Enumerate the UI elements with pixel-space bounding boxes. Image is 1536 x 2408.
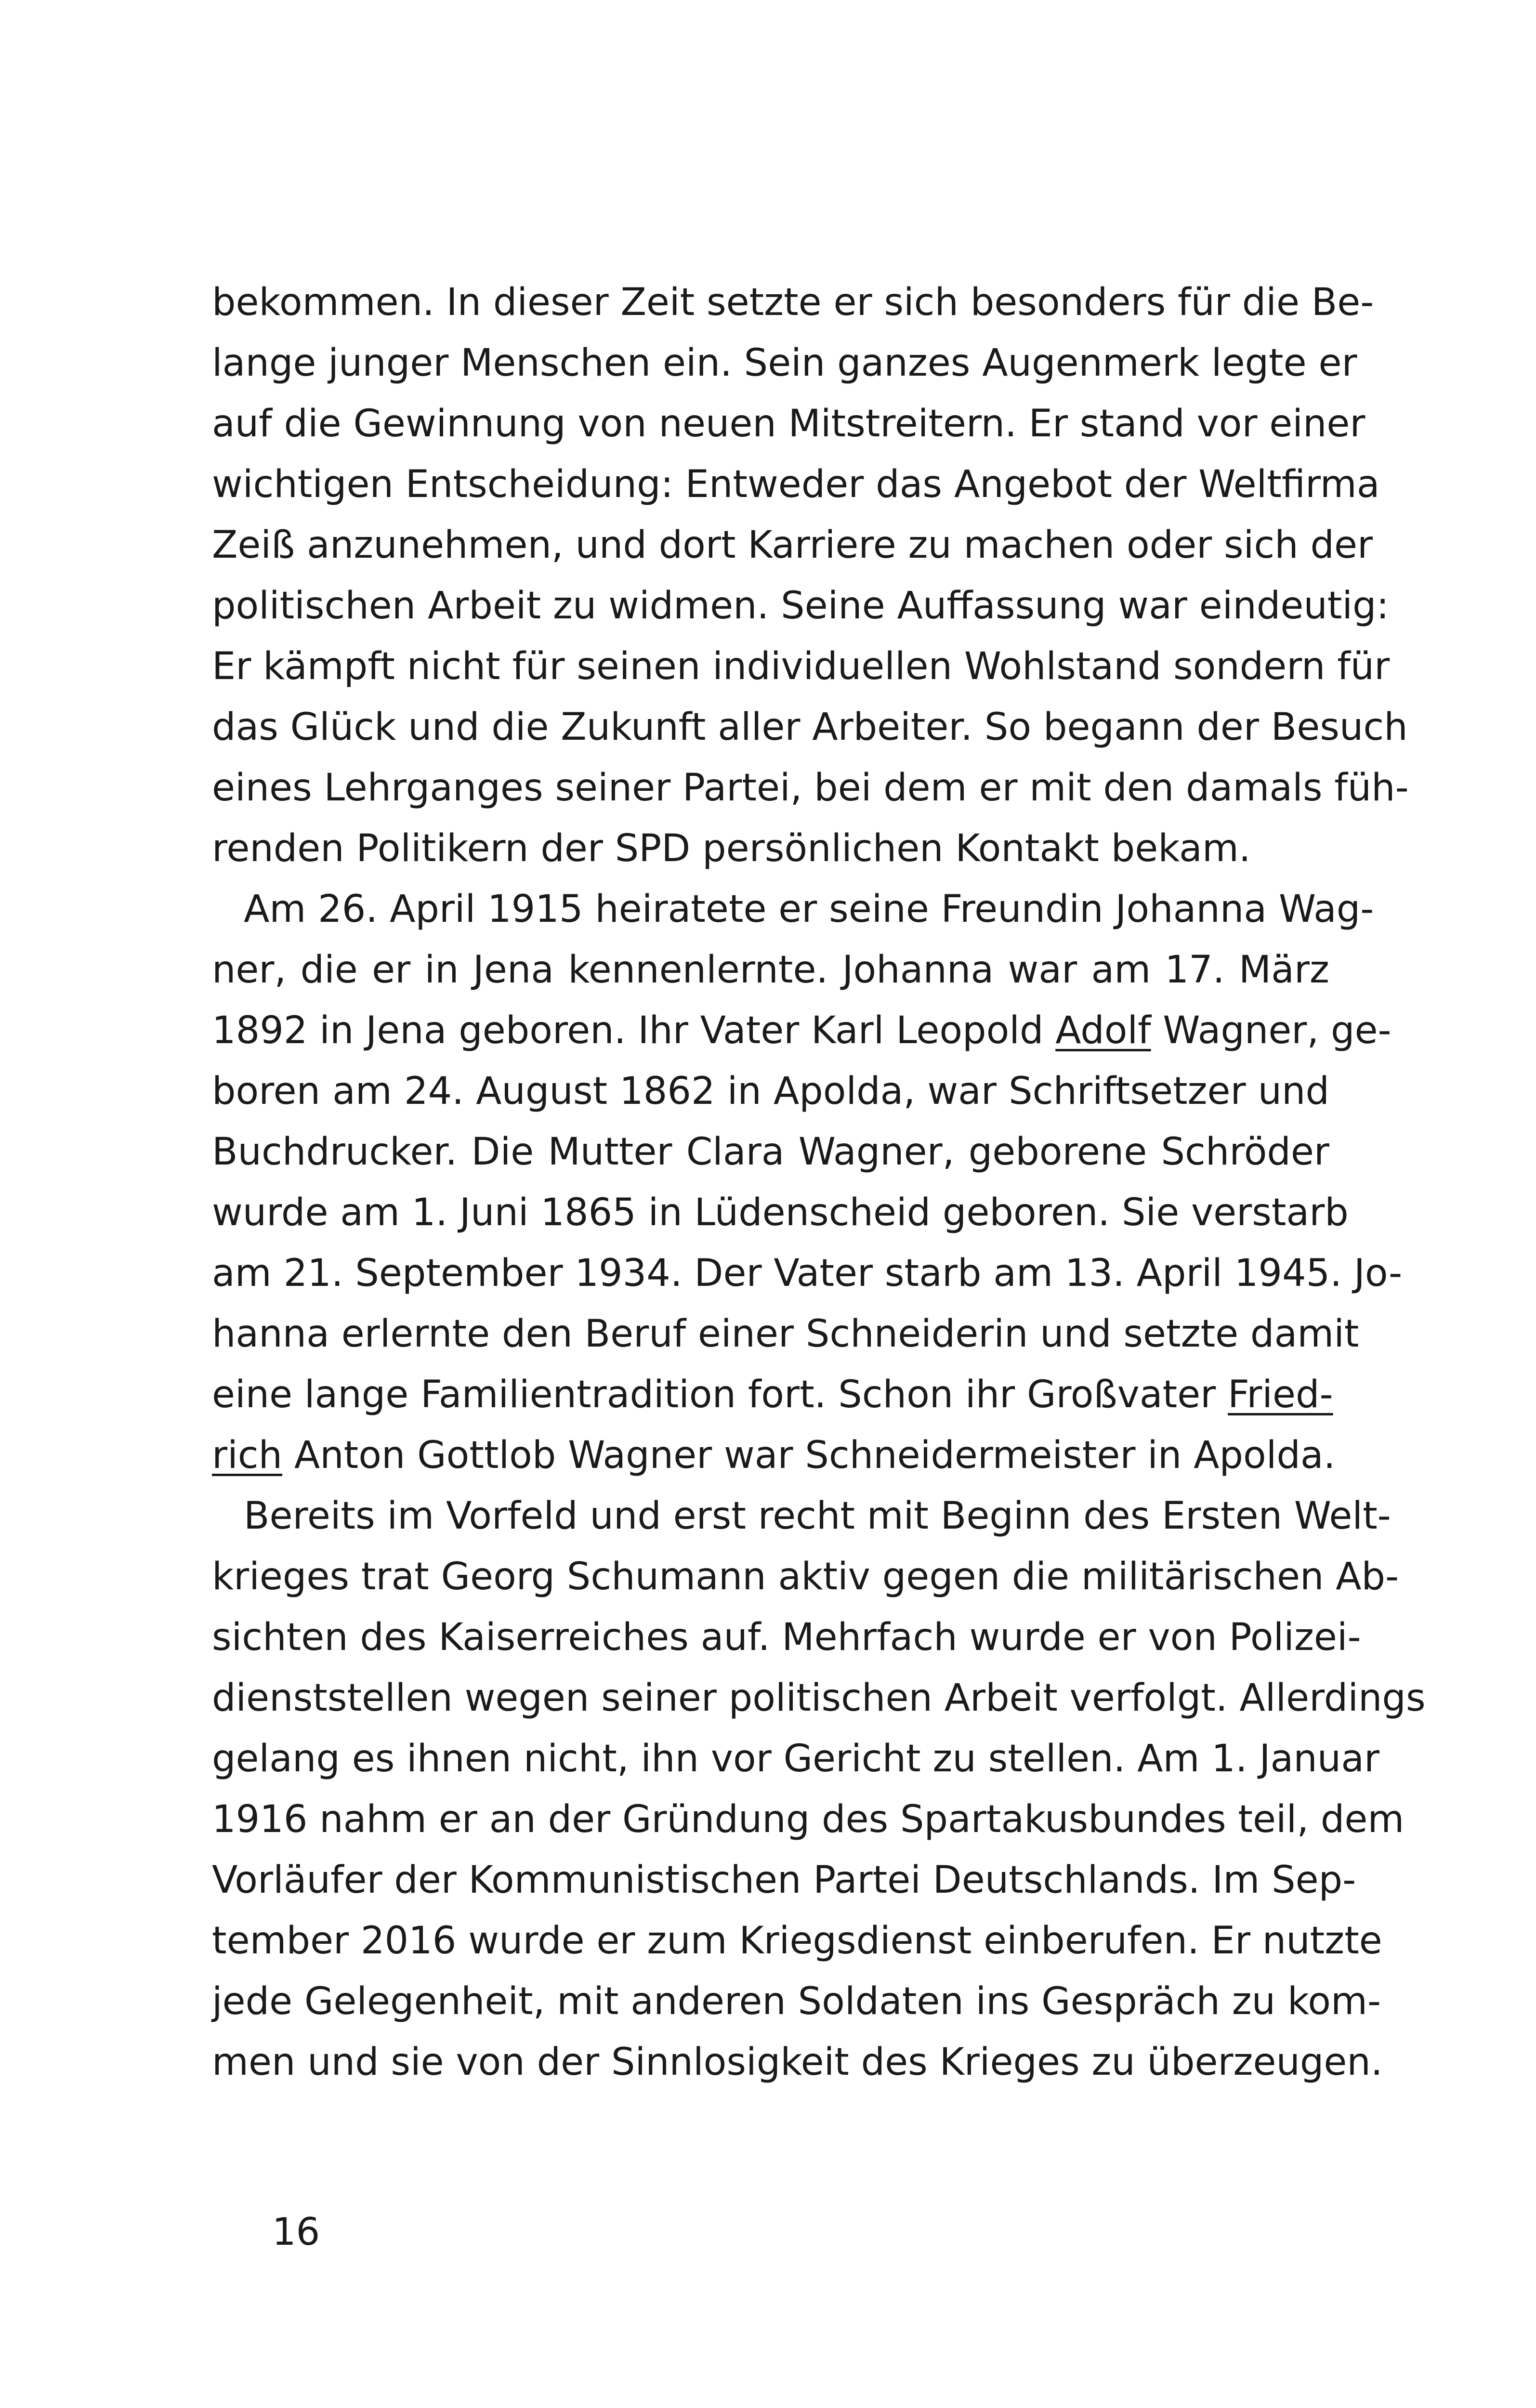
text-segment: lange junger Menschen ein. Sein ganzes Augenmerk legte er	[212, 341, 1357, 385]
text-segment: Am 26. April 1915 heiratete er seine Freundin Johanna Wag-	[244, 888, 1374, 931]
text-segment: gelang es ihnen nicht, ihn vor Gericht zu stellen. Am 1. Januar	[212, 1737, 1380, 1780]
text-segment: boren am 24. August 1862 in Apolda, war Schriftsetzer und	[212, 1070, 1329, 1113]
text-segment: politischen Arbeit zu widmen. Seine Auffassung war eindeutig:	[212, 584, 1389, 628]
text-segment: sichten des Kaiserreiches auf. Mehrfach wurde er von Polizei-	[212, 1616, 1361, 1659]
text-segment: Buchdrucker. Die Mutter Clara Wagner, geborene Schröder	[212, 1130, 1329, 1174]
text-line	[212, 2032, 1383, 2093]
text-segment: krieges trat Georg Schumann aktiv gegen die militärischen Ab-	[212, 1555, 1399, 1598]
text-line	[212, 272, 1374, 333]
text-line	[212, 1364, 1333, 1425]
paragraph	[212, 272, 1409, 879]
text-line	[212, 1243, 1403, 1304]
text-segment: Wagner, ge-	[1151, 1009, 1392, 1052]
text-line	[212, 818, 1329, 879]
text-segment: Vorläufer der Kommunistischen Partei Deutschlands. Im Sep-	[212, 1858, 1356, 1902]
text-segment: hanna erlernte den Beruf einer Schneiderin und setzte damit	[212, 1312, 1359, 1356]
text-line	[212, 636, 1390, 697]
text-line	[212, 758, 1409, 818]
text-line	[212, 1971, 1381, 2032]
text-line	[212, 1486, 1391, 1546]
text-segment: ner, die er in Jena kennenlernte. Johanna war am 17. März	[212, 948, 1329, 992]
text-line	[212, 1546, 1399, 1607]
text-line	[212, 393, 1365, 454]
text-segment: eine lange Familientradition fort. Schon ihr Großvater	[212, 1373, 1228, 1416]
text-line	[212, 333, 1357, 393]
page-number: 16	[272, 2211, 320, 2254]
text-line	[212, 1182, 1349, 1243]
text-line	[212, 1911, 1382, 1971]
paragraph	[212, 1486, 1426, 2093]
text-line	[212, 1000, 1392, 1061]
text-segment: tember 2016 wurde er zum Kriegsdienst einberufen. Er nutzte	[212, 1919, 1382, 1963]
text-segment: Zeiß anzunehmen, und dort Karriere zu machen oder sich der	[212, 523, 1373, 567]
text-segment: am 21. September 1934. Der Vater starb am 13. April 1945. Jo-	[212, 1252, 1403, 1295]
text-line	[212, 879, 1374, 940]
text-segment: Er kämpft nicht für seinen individuellen Wohlstand sondern für	[212, 645, 1390, 688]
text-segment: wichtigen Entscheidung: Entweder das Angebot der Weltfirma	[212, 463, 1380, 506]
underlined-name: Fried-	[1228, 1373, 1333, 1416]
text-segment: auf die Gewinnung von neuen Mitstreitern. Er stand vor einer	[212, 402, 1365, 445]
text-line	[212, 1304, 1359, 1364]
paragraph	[212, 879, 1403, 1486]
text-segment: eines Lehrganges seiner Partei, bei dem er mit den damals füh-	[212, 766, 1409, 810]
text-line	[212, 1122, 1329, 1182]
text-segment: 1892 in Jena geboren. Ihr Vater Karl Leopold	[212, 1009, 1056, 1052]
text-line	[212, 1607, 1361, 1668]
text-line	[212, 1850, 1356, 1911]
text-segment: dienststellen wegen seiner politischen Arbeit verfolgt. Allerdings	[212, 1676, 1426, 1720]
text-segment: Bereits im Vorfeld und erst recht mit Beginn des Ersten Welt-	[244, 1494, 1391, 1538]
text-line	[212, 697, 1408, 758]
text-segment: jede Gelegenheit, mit anderen Soldaten ins Gespräch zu kom-	[212, 1980, 1381, 2023]
text-line	[212, 1061, 1329, 1122]
text-segment: bekommen. In dieser Zeit setzte er sich besonders für die Be-	[212, 281, 1374, 324]
text-segment: wurde am 1. Juni 1865 in Lüdenscheid geboren. Sie verstarb	[212, 1191, 1349, 1234]
text-segment: renden Politikern der SPD persönlichen Kontakt bekam.	[212, 827, 1251, 870]
text-line	[212, 515, 1373, 576]
text-line	[212, 940, 1329, 1000]
underlined-name: rich	[212, 1434, 283, 1477]
text-segment: das Glück und die Zukunft aller Arbeiter. So begann der Besuch	[212, 706, 1408, 749]
text-line	[212, 576, 1389, 636]
text-line	[212, 1425, 1336, 1486]
text-segment: men und sie von der Sinnlosigkeit des Krieges zu überzeugen.	[212, 2041, 1383, 2084]
text-segment: 1916 nahm er an der Gründung des Spartakusbundes teil, dem	[212, 1798, 1405, 1841]
text-line	[212, 1789, 1405, 1850]
body-text	[212, 272, 1426, 2093]
text-line	[212, 1668, 1426, 1728]
text-segment: Anton Gottlob Wagner war Schneidermeister in Apolda.	[282, 1434, 1336, 1477]
text-line	[212, 454, 1380, 515]
underlined-name: Adolf	[1055, 1009, 1151, 1052]
text-line	[212, 1728, 1380, 1789]
